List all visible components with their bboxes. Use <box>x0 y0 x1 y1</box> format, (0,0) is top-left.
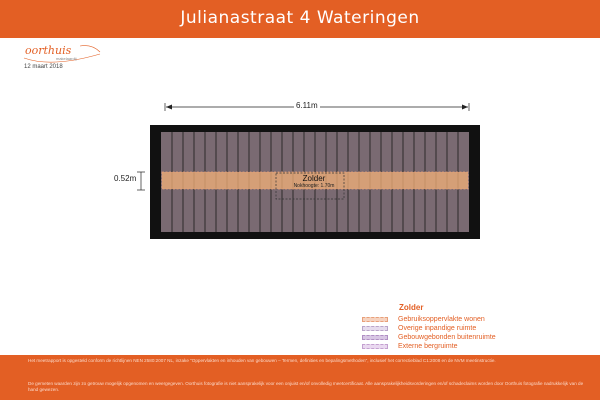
height-dimension-line <box>136 170 146 192</box>
footer-bar <box>0 355 600 400</box>
legend-label: Overige inpandige ruimte <box>398 325 477 332</box>
legend-item <box>362 342 592 351</box>
company-logo <box>22 42 102 64</box>
report-date: 12 maart 2018 <box>24 64 63 70</box>
legend-swatch-external-storage <box>362 344 388 349</box>
height-dimension-label: 0.52m <box>114 174 137 183</box>
logo-tagline: makelaardij <box>56 56 77 61</box>
legend-item <box>362 333 592 342</box>
width-dimension-label: 6.11m <box>296 101 318 110</box>
footer-disclaimer-2: De gemeten waarden zijn zo getrouw mogelijk opgenomen en weergegeven. Oorthuis fotografie is niet aansprakelijk voor een onjuist en/of onvolledig meetcertificaat. Alle aansprakelijkheidsvorderingen en/of schadeclaims worden door Oorthuis fotografie nadrukkelijk van de hand gewezen. <box>28 381 584 392</box>
legend-swatch-living <box>362 317 388 322</box>
legend-item <box>362 315 592 324</box>
page-title: Julianastraat 4 Wateringen <box>180 8 420 28</box>
legend-title: Zolder <box>399 303 424 312</box>
header-bar <box>0 0 600 38</box>
legend-swatch-other-indoor <box>362 326 388 331</box>
logo-wordmark: oorthuis <box>25 44 72 57</box>
legend-item <box>362 324 592 333</box>
room-name: Zolder <box>302 174 326 183</box>
legend-label: Externe bergruimte <box>398 343 458 350</box>
legend-label: Gebouwgebonden buitenruimte <box>398 334 496 341</box>
room-ridge-height: Nokhoogte: 1.70m <box>293 183 335 189</box>
legend-swatch-outdoor <box>362 335 388 340</box>
legend-label: Gebruiksoppervlakte wonen <box>398 316 485 323</box>
legend <box>362 315 592 351</box>
footer-disclaimer-1: Het meetrapport is opgesteld conform de richtlijnen NEN 2580:2007 NL, inzake "Oppervlakten en inhouden van gebouwen – Termen, definities en bepalingsmethoden", inclusief het correctieblad C1:2008 en de NVM meetinstructie. <box>28 358 496 363</box>
